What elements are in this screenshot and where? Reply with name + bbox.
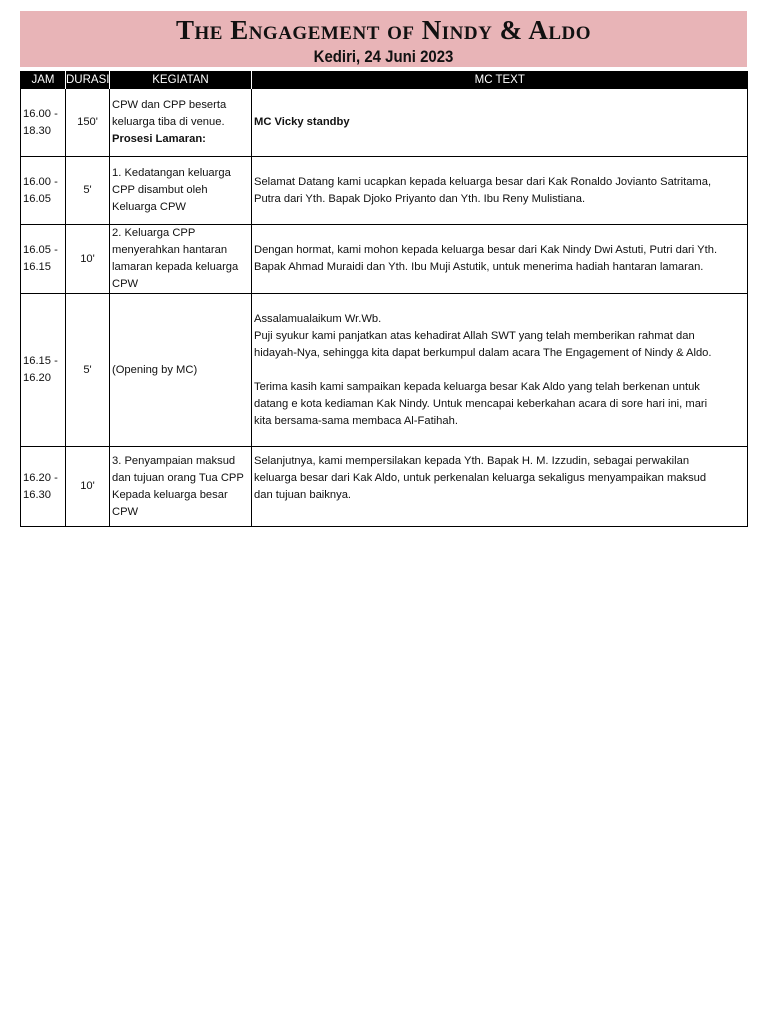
kegiatan-section-label: Prosesi Lamaran: [112,133,206,145]
mc-text-line: Assalamualaikum Wr.Wb. [254,312,382,325]
kegiatan-line: CPW dan CPP beserta [112,99,227,111]
durasi-cell: 5' [66,157,110,225]
kegiatan-line: Keluarga CPW [112,201,186,213]
kegiatan-cell [110,89,252,157]
mc-text-line: Bapak Ahmad Muraidi dan Yth. Ibu Muji Astutik, untuk menerima hadiah hantaran lamaran. [254,261,704,273]
kegiatan-line: CPW [112,278,139,290]
jam-end: 18.30 [23,124,51,137]
mc-text-line: hidayah-Nya, sehingga kita dapat berkumpul dalam acara The Engagement of Nindy & Aldo. [254,346,712,359]
kegiatan-line: Kepada keluarga besar [112,488,228,501]
event-title: The Engagement of Nindy & Aldo [175,15,591,45]
mc-text-line: Selamat Datang kami ucapkan kepada keluarga besar dari Kak Ronaldo Jovianto Satritama, [254,175,712,188]
kegiatan-line: menyerahkan hantaran [112,244,228,256]
kegiatan-line: lamaran kepada keluarga [112,261,239,273]
jam-cell [21,447,66,527]
kegiatan-line: CPW [112,505,139,518]
jam-end: 16.20 [23,372,51,384]
document-header [20,11,747,67]
kegiatan-cell [110,447,252,527]
mc-standby-note: MC Vicky standby [254,116,350,128]
kegiatan-line: 1. Kedatangan keluarga [112,167,231,179]
jam-start: 16.15 - [23,355,58,367]
document-page [20,11,747,527]
mc-text-line: Puji syukur kami panjatkan atas kehadirat Allah SWT yang telah memberikan rahmat dan [254,329,695,342]
mc-text-line: datang e kota kediaman Kak Nindy. Untuk mencapai keberkahan acara di sore hari ini, mari [254,397,708,410]
jam-end: 16.05 [23,192,51,205]
mc-text-line: Putra dari Yth. Bapak Djoko Priyanto dan Yth. Ibu Reny Mulistiana. [254,192,586,205]
jam-cell [21,157,66,225]
mc-text-line: Terima kasih kami sampaikan kepada keluarga besar Kak Aldo yang telah berkenan untuk [254,380,700,393]
kegiatan-line: (Opening by MC) [112,363,198,376]
mc-text-cell [252,89,748,157]
durasi-cell: 150' [66,89,110,157]
mc-text-cell [252,294,748,447]
column-header-mc-text: MC TEXT [252,71,748,89]
jam-cell [21,225,66,294]
jam-cell [21,89,66,157]
table-row [21,225,748,294]
kegiatan-cell [110,225,252,294]
kegiatan-line: CPP disambut oleh [112,184,208,196]
jam-end: 16.30 [23,488,51,501]
jam-cell [21,294,66,447]
jam-start: 16.05 - [23,244,58,256]
durasi-cell: 5' [66,294,110,447]
table-row [21,89,748,157]
rundown-table [20,71,748,527]
kegiatan-line: keluarga tiba di venue. [112,116,225,128]
jam-end: 16.15 [23,261,51,273]
kegiatan-cell [110,157,252,225]
jam-start: 16.00 - [23,175,58,188]
kegiatan-cell [110,294,252,447]
column-header-durasi: DURASI [66,71,110,89]
mc-text-line: Dengan hormat, kami mohon kepada keluarga besar dari Kak Nindy Dwi Astuti, Putri dari Yth. [254,244,718,256]
jam-start: 16.00 - [23,107,58,120]
table-row [21,294,748,447]
mc-text-line: dan tujuan baiknya. [254,489,352,501]
mc-text-line: Selanjutnya, kami mempersilakan kepada Yth. Bapak H. M. Izzudin, sebagai perwakilan [254,455,690,467]
kegiatan-line: dan tujuan orang Tua CPP [112,471,244,484]
mc-text-line: kita bersama-sama membaca Al-Fatihah. [254,414,458,427]
paragraph-spacer [254,362,745,379]
table-row [21,157,748,225]
column-header-jam: JAM [21,71,66,89]
kegiatan-line: 3. Penyampaian maksud [112,454,236,467]
table-header-row [21,71,748,89]
table-row [21,447,748,527]
mc-text-cell [252,157,748,225]
mc-text-cell [252,225,748,294]
kegiatan-line: 2. Keluarga CPP [112,227,196,239]
durasi-cell: 10' [66,225,110,294]
mc-text-line: keluarga besar dari Kak Aldo, untuk perkenalan keluarga sekaligus menyampaikan maksud [254,472,707,484]
jam-start: 16.20 - [23,471,58,484]
column-header-kegiatan: KEGIATAN [110,71,252,89]
mc-text-cell [252,447,748,527]
event-date-location: Kediri, 24 Juni 2023 [313,47,454,66]
durasi-cell: 10' [66,447,110,527]
